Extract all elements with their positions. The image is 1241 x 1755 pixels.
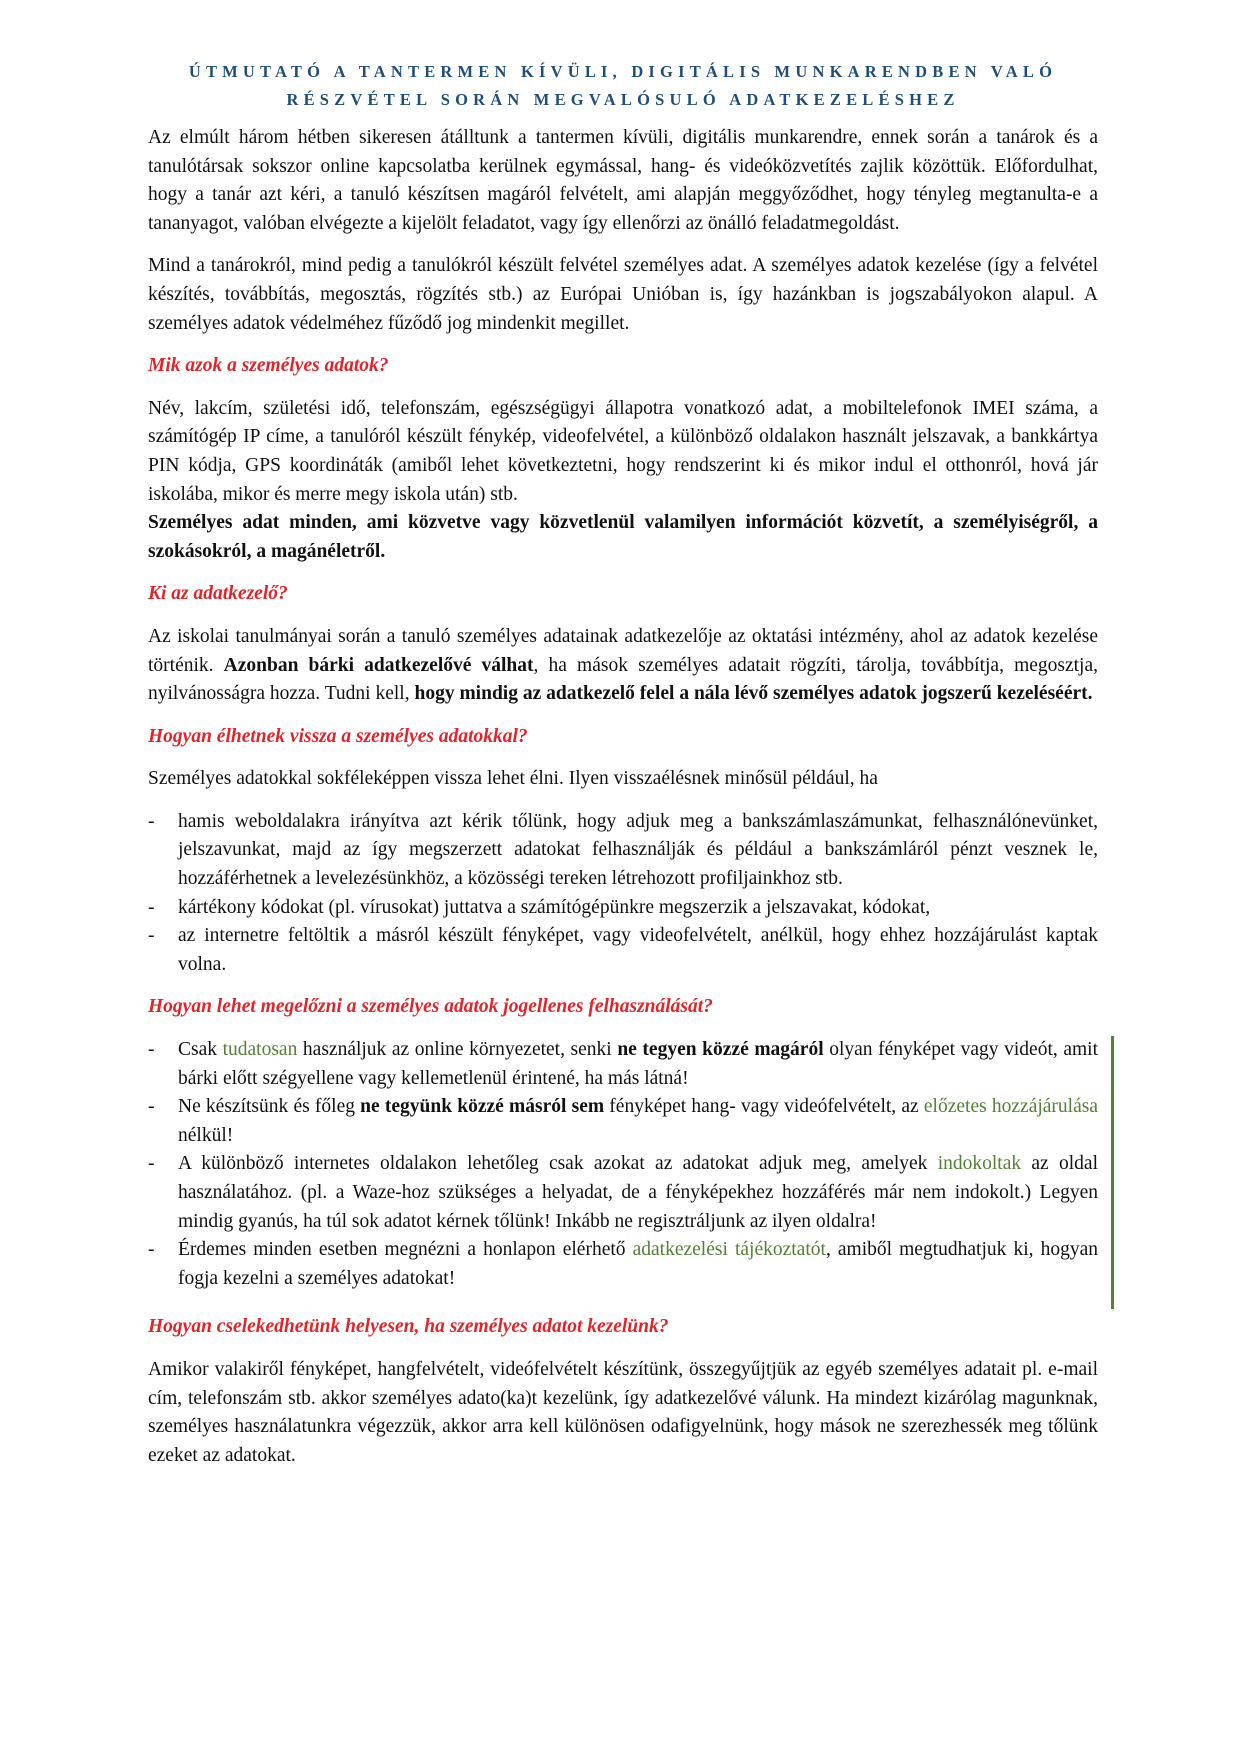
prevention-1-text-b: használjuk az online környezetet, senki bbox=[297, 1039, 618, 1061]
prevention-2-highlight: előzetes hozzájárulása bbox=[923, 1096, 1098, 1118]
misuse-item-2: kártékony kódokat (pl. vírusokat) juttatva a számítógépünkre megszerzik a jelszavakat, kódokat, bbox=[178, 896, 931, 918]
data-controller-text-2: , ha mások személyes adatait rögzíti, tárolja, továbbítja, megosztja, nyilvánosságra hozza. Tudni kell, bbox=[148, 654, 1099, 705]
list-dash: - bbox=[148, 896, 155, 918]
list-dash: - bbox=[148, 925, 155, 947]
prevention-4-highlight: adatkezelési tájékoztatót bbox=[632, 1239, 826, 1261]
list-dash: - bbox=[148, 1153, 155, 1175]
misuse-intro: Személyes adatokkal sokféleképpen vissza lehet élni. Ilyen visszaélésnek minősül például, ha bbox=[148, 768, 878, 790]
prevention-list bbox=[148, 1036, 1098, 1293]
proper-handling-paragraph: Amikor valakiről fényképet, hangfelvételt, videófelvételt készítünk, összegyűjtjük az egyéb személyes adatait pl. e-mail cím, telefonszám stb. akkor személyes adato(ka)t kezelünk, így adatkezelővé válunk. Ha mindezt kizárólag magunknak, személyes használatunkra végezzük, akkor arra kell különösen odafigyelnünk, hogy mások ne szerezhessék meg tőlünk ezeket az adatokat. bbox=[148, 1358, 1098, 1466]
prevention-2-text-a: Ne készítsünk és főleg bbox=[178, 1096, 361, 1118]
prevention-2-text-b: fényképet hang- vagy videófelvételt, az bbox=[604, 1096, 924, 1118]
prevention-1-highlight: tudatosan bbox=[222, 1039, 298, 1061]
data-controller-bold-1: Azonban bárki adatkezelővé válhat bbox=[223, 654, 534, 676]
section-heading-proper-handling: Hogyan cselekedhetünk helyesen, ha személyes adatot kezelünk? bbox=[148, 1316, 669, 1338]
data-controller-paragraph bbox=[148, 623, 1098, 709]
prevention-2-bold: ne tegyünk közzé másról sem bbox=[360, 1096, 605, 1118]
list-dash: - bbox=[148, 1239, 155, 1261]
prevention-1-text-c: olyan fényképet vagy videót, amit bárki előtt szégyellene vagy kellemetlenül érintené, ha más látná! bbox=[178, 1039, 1098, 1089]
intro-paragraph-1: Az elmúlt három hétben sikeresen átálltunk a tantermen kívüli, digitális munkarendre, ennek során a tanárok és a tanulótársak sokszor online kapcsolatba kerülnek egymással, hang- és videóközvetítés zajlik közöttük. Előfordulhat, hogy a tanár azt kéri, a tanuló készítsen magáról felvételt, ami alapján meggyőződhet, hogy tényleg megtanulta-e a tananyagot, valóban elvégezte a kijelölt feladatot, vagy így ellenőrzi az önálló feladatmegoldást. bbox=[148, 127, 1098, 234]
intro-paragraph-2: Mind a tanárokról, mind pedig a tanulókról készült felvétel személyes adat. A személyes adatok kezelése (így a felvétel készítés, továbbítás, megosztás, rögzítés stb.) az Európai Unióban is, így hazánkban is jogszabályokon alapul. A személyes adatok védelméhez fűződő jog mindenkit megillet. bbox=[148, 255, 1098, 334]
prevention-1-bold: ne tegyen közzé magáról bbox=[617, 1039, 824, 1061]
prevention-3-text-b: az oldal használatához. (pl. a Waze-hoz szükséges a helyadat, de a fényképekhez hozzáférés már nem indokolt.) Legyen mindig gyanús, ha túl sok adatot kérnek tőlünk! Inkább ne regisztráljunk az ilyen oldalra! bbox=[178, 1153, 1098, 1232]
list-item bbox=[148, 894, 1098, 923]
data-controller-bold-2: hogy mindig az adatkezelő felel a nála lévő személyes adatok jogszerű kezeléséért. bbox=[414, 683, 1093, 705]
title-line-1: ÚTMUTATÓ A TANTERMEN KÍVÜLI, DIGITÁLIS MUNKARENDBEN VALÓ bbox=[188, 62, 1058, 81]
prevention-3-highlight: indokoltak bbox=[937, 1153, 1022, 1175]
title-line-2: RÉSZVÉTEL SORÁN MEGVALÓSULÓ ADATKEZELÉSHEZ bbox=[286, 90, 960, 109]
data-controller-text-1: Az iskolai tanulmányai során a tanuló személyes adatainak adatkezelője az oktatási intézmény, ahol az adatok kezelése történik. bbox=[148, 625, 1098, 676]
section-heading-misuse: Hogyan élhetnek vissza a személyes adatokkal? bbox=[148, 725, 528, 747]
list-item bbox=[148, 1236, 1098, 1293]
list-item bbox=[148, 1036, 1098, 1093]
document-title bbox=[148, 58, 1098, 114]
section-heading-prevention: Hogyan lehet megelőzni a személyes adatok jogellenes felhasználását? bbox=[148, 996, 713, 1018]
misuse-item-3: az internetre feltöltik a másról készült fényképet, vagy videofelvételt, anélkül, hogy ehhez hozzájárulást kaptak volna. bbox=[178, 925, 1098, 975]
section-heading-data-controller: Ki az adatkezelő? bbox=[148, 583, 288, 605]
misuse-item-1: hamis weboldalakra irányítva azt kérik tőlünk, hogy adjuk meg a bankszámlaszámunkat, felhasználónevünket, jelszavunkat, majd az így megszerzett adatokat felhasználják és például a bankszámláról pénzt vesznek le, hozzáférhetnek a levelezésünkhöz, a közösségi tereken létrehozott profiljainkhoz stb. bbox=[178, 810, 1098, 890]
section-heading-personal-data: Mik azok a személyes adatok? bbox=[148, 355, 389, 377]
misuse-list bbox=[148, 808, 1098, 980]
prevention-1-text-a: Csak bbox=[178, 1039, 223, 1061]
document-page bbox=[148, 58, 1098, 1484]
prevention-4-text-b: , amiből megtudhatjuk ki, hogyan fogja kezelni a személyes adatokat! bbox=[178, 1239, 1098, 1289]
list-dash: - bbox=[148, 1039, 155, 1061]
list-dash: - bbox=[148, 810, 155, 832]
personal-data-definition-bold: Személyes adat minden, ami közvetve vagy közvetlenül valamilyen információt közvetít, a személyiségről, a szokásokról, a magánéletről. bbox=[148, 512, 1098, 562]
personal-data-paragraph: Név, lakcím, születési idő, telefonszám, egészségügyi állapotra vonatkozó adat, a mobiltelefonok IMEI száma, a számítógép IP címe, a tanulóról készült fénykép, videofelvétel, a különböző oldalakon használt jelszavak, a bankkártya PIN kódja, GPS koordináták (amiből lehet következtetni, hogy rendszerint ki és mikor indul el otthonról, hová jár iskolába, mikor és merre megy iskola után) stb. bbox=[148, 397, 1098, 505]
prevention-box bbox=[138, 1036, 1098, 1293]
list-item bbox=[148, 922, 1098, 979]
list-item bbox=[148, 1093, 1098, 1150]
prevention-2-text-c: nélkül! bbox=[178, 1124, 234, 1146]
personal-data-definition bbox=[148, 509, 1098, 566]
list-item bbox=[148, 1150, 1098, 1236]
prevention-3-text-a: A különböző internetes oldalakon lehetőleg csak azokat az adatokat adjuk meg, amelyek bbox=[178, 1153, 938, 1175]
list-dash: - bbox=[148, 1096, 155, 1118]
list-item bbox=[148, 808, 1098, 894]
prevention-side-bar bbox=[1111, 1036, 1114, 1309]
prevention-4-text-a: Érdemes minden esetben megnézni a honlapon elérhető bbox=[178, 1239, 633, 1261]
